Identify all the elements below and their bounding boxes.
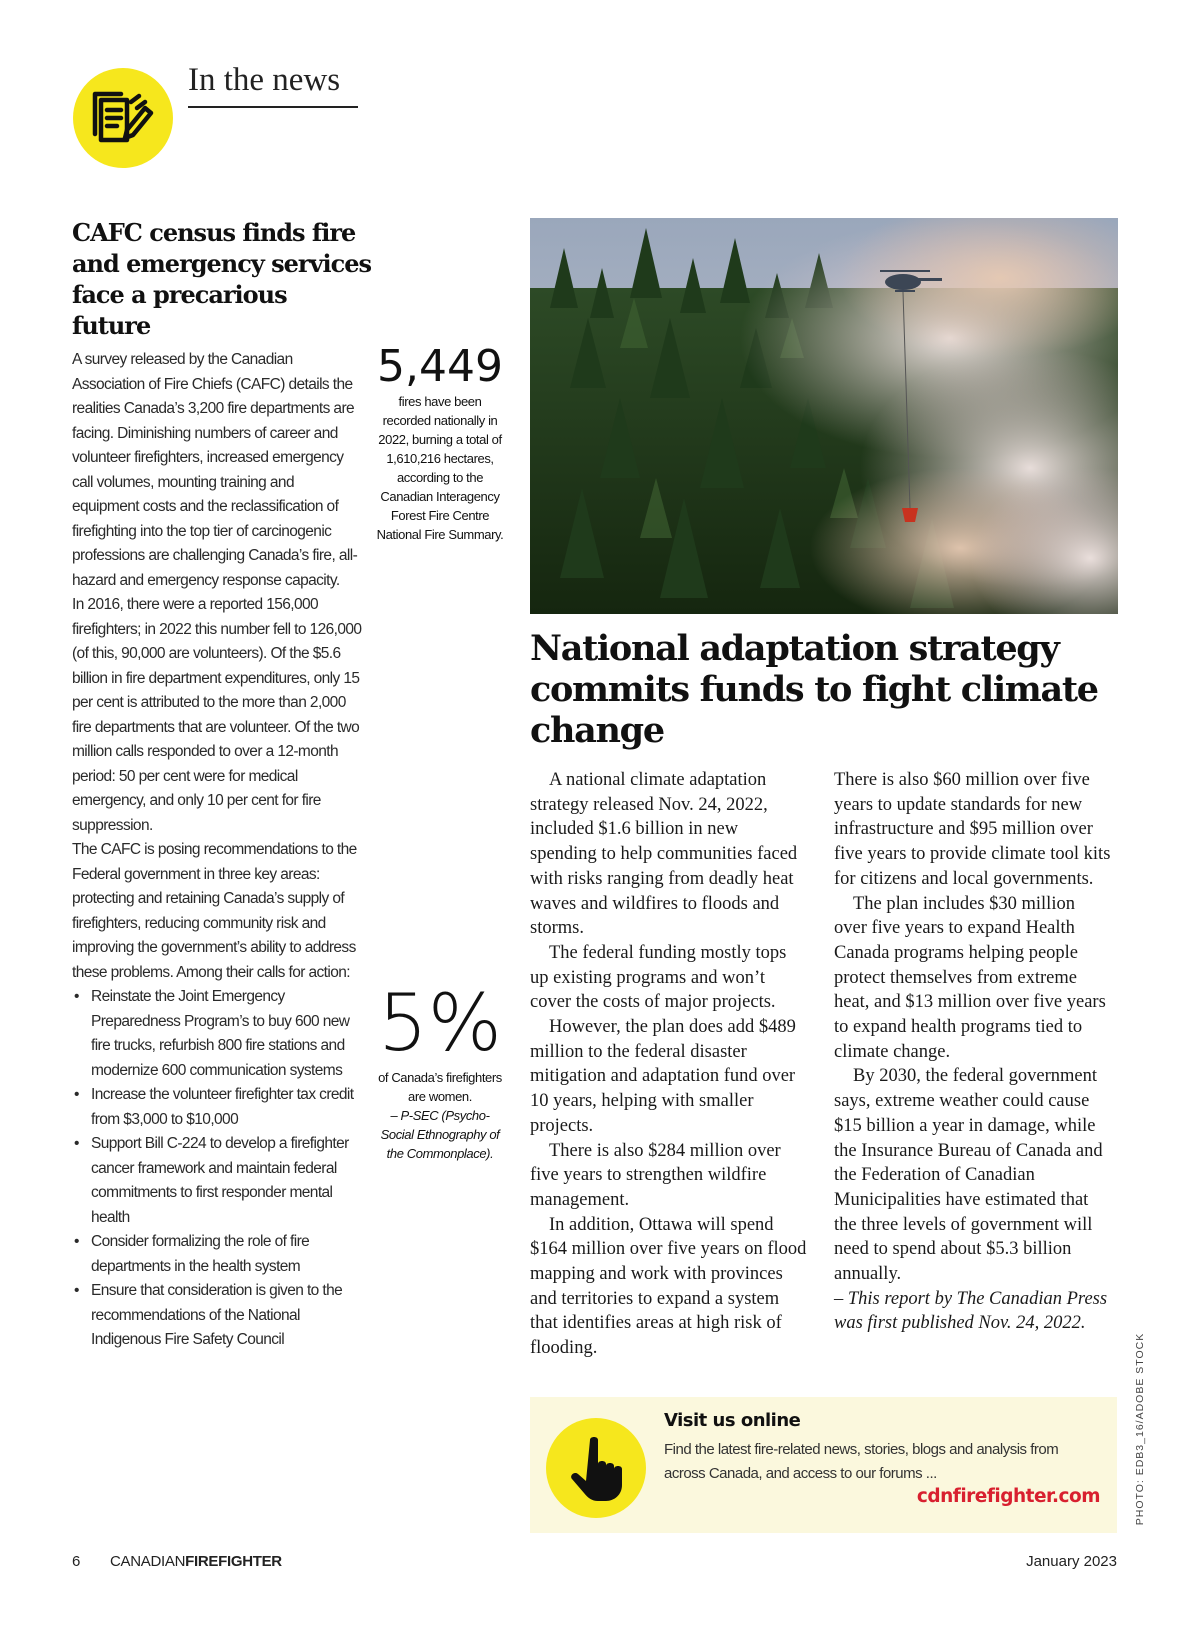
- visit-description: Find the latest fire-related news, stories, blogs and analysis from across Canada, and access to our forums ...: [664, 1441, 1059, 1482]
- page-number: 6: [72, 1553, 81, 1570]
- left-article-body: [72, 348, 362, 1353]
- issue-date: January 2023: [1026, 1553, 1117, 1570]
- calls-for-action-list: [72, 985, 362, 1353]
- right-article-col-1: [530, 768, 808, 1361]
- right-paragraph: In addition, Ottawa will spend $164 million over five years on flood mapping and work with provinces and territories to expand a system that identifies areas at high risk of flooding.: [530, 1214, 807, 1359]
- section-title: In the news: [188, 62, 341, 98]
- stat-women-caption: [375, 1068, 505, 1163]
- right-paragraph: The federal funding mostly tops up existing programs and won’t cover the costs of major projects.: [530, 942, 787, 1013]
- visit-title: Visit us online: [664, 1410, 801, 1431]
- article-credit: – This report by The Canadian Press was first published Nov. 24, 2022.: [834, 1288, 1108, 1334]
- right-article-col-2: [834, 768, 1112, 1336]
- left-article-headline: CAFC census finds fire and emergency services face a precarious future: [72, 218, 372, 340]
- right-paragraph: By 2030, the federal government says, extreme weather could cause $15 billion a year in damage, while the Insurance Bureau of Canada and the Federation of Canadian Municipalities have estimated that the three levels of government will need to spend about $5.3 billion annually.: [834, 1066, 1103, 1285]
- list-item: • Ensure that consideration is given to the recommendations of the National Indigenous Fire Safety Council: [91, 1279, 362, 1353]
- photo-credit-text: PHOTO: EDB3_16/ADOBE STOCK: [1134, 1332, 1146, 1526]
- stat-fires-caption: fires have been recorded nationally in 2022, burning a total of 1,610,216 hectares, according to the Canadian Interagency Forest Fire Centre National Fire Summary.: [376, 394, 504, 542]
- visit-badge: [546, 1418, 646, 1518]
- left-paragraph: In 2016, there were a reported 156,000 firefighters; in 2022 this number fell to 126,000 (of this, 90,000 are volunteers). Of the $5.6 billion in fire department expenditures, only 15 per cent is attributed to the more than 2,000 fire departments that are volunteer. Of the two million calls responded to over a 12-month period: 50 per cent were for medical emergency, and only 10 per cent for fire suppression.: [72, 596, 362, 834]
- right-paragraph: The plan includes $30 million over five years to expand Health Canada programs helping people protect themselves from extreme heat, and $13 million over five years to expand health programs tied to climate change.: [834, 893, 1106, 1062]
- magazine-name: [110, 1553, 282, 1570]
- stat-women-number: 5%: [378, 979, 502, 1069]
- left-paragraph: A survey released by the Canadian Association of Fire Chiefs (CAFC) details the realities Canada’s 3,200 fire departments are facing. Diminishing numbers of career and volunteer firefighters, increased emergency call volumes, mounting training and equipment costs and the reclassification of firefighting into the top tier of carcinogenic professions are challenging Canada’s fire, all-hazard and emergency response capacity.: [72, 351, 358, 589]
- right-paragraph: There is also $284 million over five years to strengthen wildfire management.: [530, 1140, 781, 1210]
- left-paragraph: The CAFC is posing recommendations to the Federal government in three key areas: protecting and retaining Canada’s supply of firefighters, reducing community risk and improving the government’s ability to address these problems. Among their calls for action:: [72, 841, 357, 981]
- wildfire-helicopter-photo: [530, 218, 1118, 614]
- right-paragraph: A national climate adaptation strategy released Nov. 24, 2022, included $1.6 billion in new spending to help communities faced with risks ranging from deadly heat waves and wildfires to floods and storms.: [530, 770, 798, 939]
- pointing-hand-icon: [546, 1418, 646, 1518]
- right-paragraph: There is also $60 million over five years to update standards for new infrastructure and $95 million over five years to provide climate tool kits for citizens and local governments.: [834, 770, 1111, 889]
- section-badge: [73, 68, 173, 168]
- document-pencil-icon: [73, 68, 173, 168]
- section-title-rule: [188, 106, 358, 108]
- list-item: • Increase the volunteer firefighter tax credit from $3,000 to $10,000: [91, 1083, 362, 1132]
- magazine-name-bold: FIREFIGHTER: [185, 1553, 282, 1570]
- website-link[interactable]: cdnfirefighter.com: [916, 1486, 1100, 1507]
- list-item: • Reinstate the Joint Emergency Preparedness Program’s to buy 600 new fire trucks, refurbish 800 fire stations and modernize 600 communication systems: [91, 985, 362, 1083]
- right-article-headline: National adaptation strategy commits funds to fight climate change: [530, 628, 1098, 751]
- stat-women-text: of Canada’s firefighters are women.: [378, 1070, 502, 1104]
- stat-fires-number: 5,449: [377, 341, 503, 392]
- list-item: • Support Bill C-224 to develop a firefighter cancer framework and maintain federal commitments to first responder mental health: [91, 1132, 362, 1230]
- magazine-name-light: CANADIAN: [110, 1553, 186, 1570]
- right-paragraph: However, the plan does add $489 million to the federal disaster mitigation and adaptation fund over 10 years, helping with smaller projects.: [530, 1017, 796, 1136]
- list-item: • Consider formalizing the role of fire departments in the health system: [91, 1230, 362, 1279]
- photo-credit: [1133, 1330, 1147, 1530]
- stat-women-source: – P-SEC (Psycho-Social Ethnography of the Commonplace).: [380, 1108, 500, 1161]
